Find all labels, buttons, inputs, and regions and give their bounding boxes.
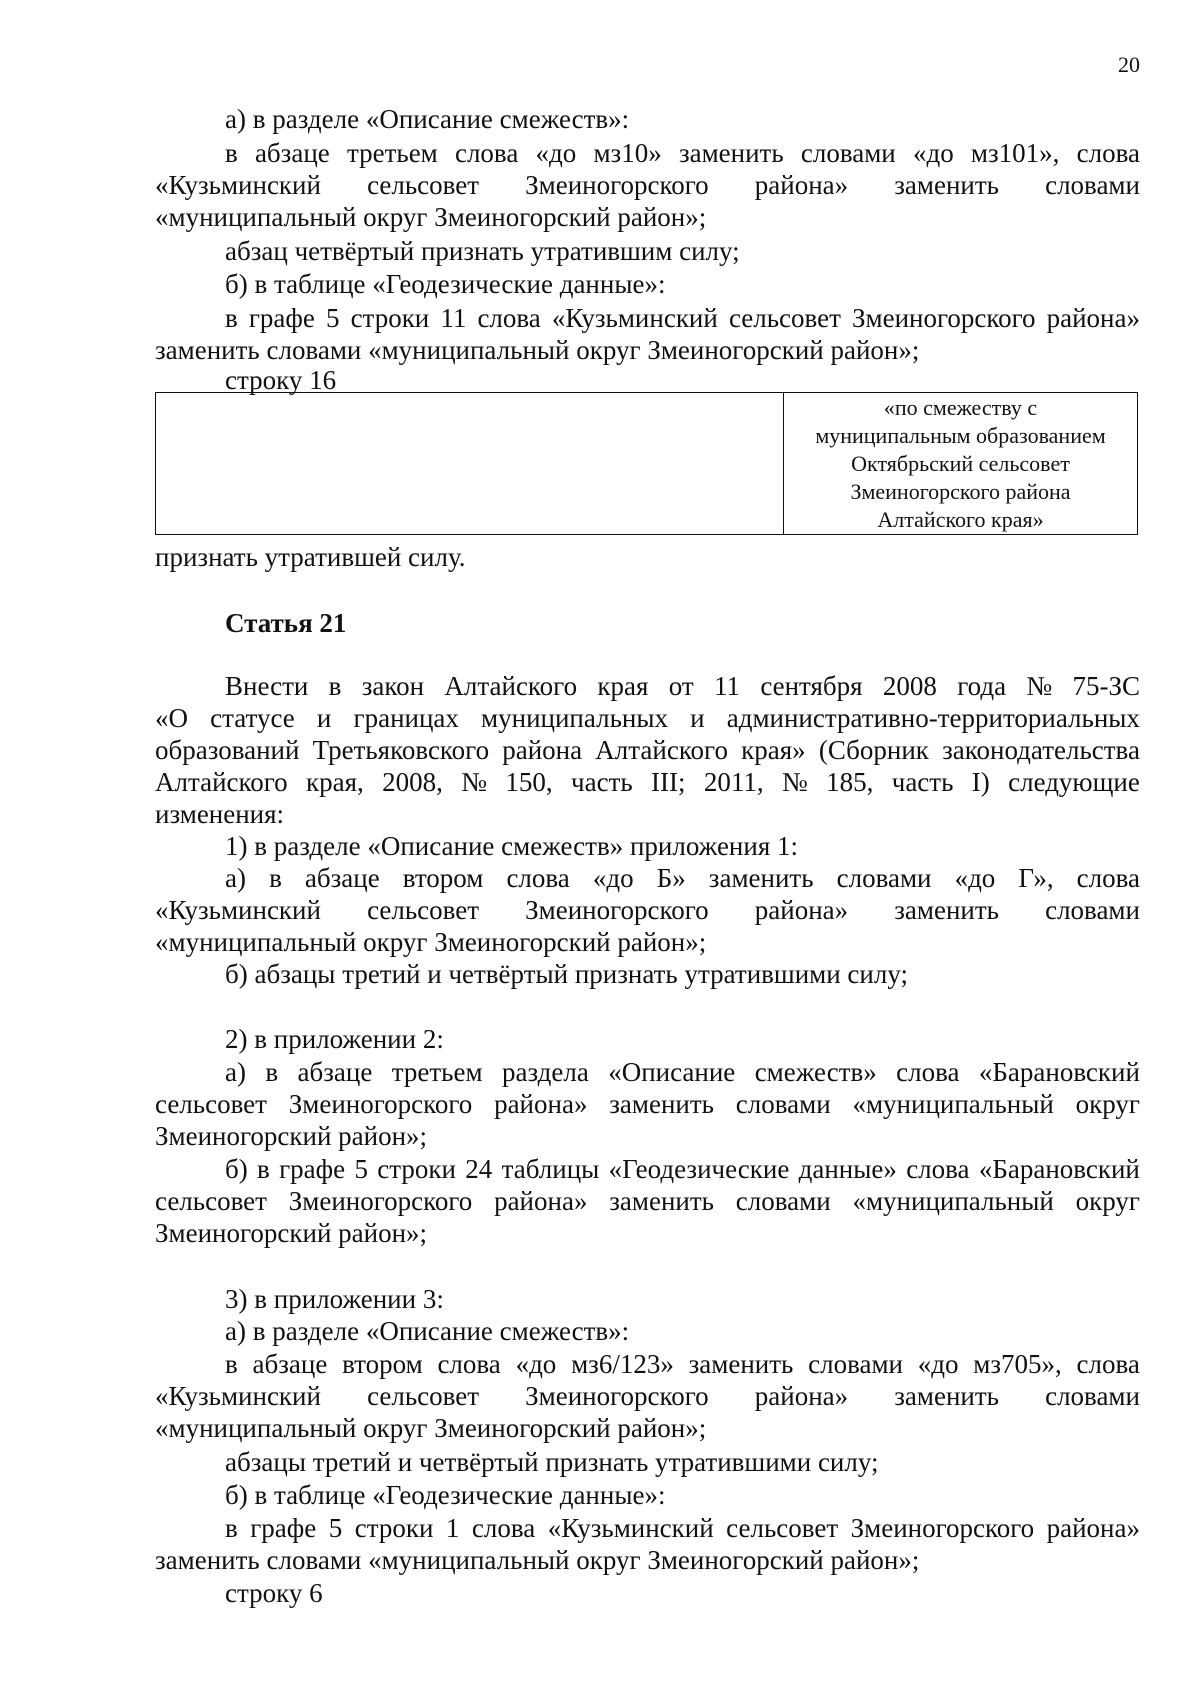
word: Змеиногорского: [525, 1381, 709, 1411]
word: словами: [1045, 170, 1140, 200]
item-3-a-line: [155, 1380, 1140, 1412]
word: «Геодезические: [608, 1154, 790, 1184]
word: «Барановский: [978, 1154, 1140, 1184]
word: Змеиногорского: [288, 1089, 473, 1119]
word: сельсовет: [728, 303, 841, 333]
word: мз6/123»: [571, 1349, 674, 1379]
word: района»: [1046, 1513, 1140, 1543]
word: «до: [515, 1349, 557, 1379]
word: округ: [1075, 1089, 1140, 1119]
word: мз101»,: [970, 138, 1060, 168]
word: района»: [494, 1089, 588, 1119]
word: Б»: [656, 863, 686, 893]
item-2-b-line: [225, 1153, 1140, 1185]
word: сентября: [760, 671, 863, 701]
table-text-cell: [784, 393, 1137, 534]
word: границах: [353, 703, 459, 733]
item-2-b-line: [155, 1185, 1140, 1217]
word: втором: [402, 863, 484, 893]
item-2-heading: 2) в приложении 2:: [225, 1024, 444, 1054]
word: №: [782, 767, 808, 797]
word: третьем: [346, 138, 438, 168]
word: от: [668, 671, 694, 701]
table-cell-line: Змеиногорского района: [850, 478, 1071, 504]
word: и: [690, 703, 705, 733]
item-1-a-line: «муниципальный округ Змеиногорский район»;: [155, 927, 707, 957]
word: словами: [800, 138, 896, 168]
row-label: строку 6: [225, 1578, 323, 1608]
word: «О: [155, 703, 188, 733]
word: словами: [1045, 895, 1140, 925]
word: заменить: [894, 895, 999, 925]
section-b-heading: б) в таблице «Геодезические данные»:: [225, 269, 666, 299]
word: «Барановский: [978, 1057, 1140, 1087]
word: 150,: [505, 767, 553, 797]
word: Внести: [225, 671, 309, 701]
word: №: [461, 767, 488, 797]
table-row-16: [155, 392, 1138, 535]
section-a-heading: а) в разделе «Описание смежеств»:: [225, 104, 630, 134]
word: словами: [836, 863, 932, 893]
word: слова: [906, 1154, 970, 1184]
word: слова: [1076, 138, 1140, 168]
table-cell-line: Октябрьский сельсовет: [851, 450, 1070, 476]
word: абзаце: [297, 1057, 373, 1087]
word: заменить: [894, 170, 999, 200]
item-3-b-line: заменить словами «муниципальный округ Змеиногорский район»;: [155, 1545, 920, 1575]
word: в: [225, 1349, 238, 1379]
item-2-a-line: [225, 1056, 1140, 1088]
word: и: [316, 703, 332, 733]
word: в: [269, 863, 282, 893]
word: таблицы: [501, 1154, 600, 1184]
word: слова: [896, 1057, 960, 1087]
word: I): [971, 767, 990, 797]
article-title: Статья 21: [225, 608, 347, 638]
word: муниципальных: [481, 703, 668, 733]
word: в: [225, 303, 238, 333]
word: слова: [477, 303, 541, 333]
section-a-paragraph-line: [155, 169, 1140, 201]
word: района»: [754, 1381, 849, 1411]
word: «Кузьминский: [547, 1513, 714, 1543]
word: Змеиногорского: [850, 1513, 1035, 1543]
word: сельсовет: [155, 1186, 267, 1216]
word: в: [225, 1513, 238, 1543]
word: Алтайского: [444, 671, 578, 701]
item-1-a-line: [155, 894, 1140, 926]
word: III;: [651, 767, 686, 797]
table-empty-cell: [156, 393, 784, 534]
section-a-paragraph-line: «муниципальный округ Змеиногорский район»;: [155, 202, 707, 232]
word: в: [265, 1057, 279, 1087]
item-1-heading: 1) в разделе «Описание смежеств» приложения 1:: [225, 831, 798, 861]
table-cell-line: Алтайского края»: [877, 506, 1044, 532]
word: строки: [350, 303, 430, 333]
item-3-a-heading: а) в разделе «Описание смежеств»:: [225, 1316, 630, 1346]
word: строки: [377, 1154, 456, 1184]
word: заменить: [678, 138, 784, 168]
item-1-b: б) абзацы третий и четвёртый признать утратившими силу;: [225, 959, 908, 989]
word: словами: [735, 1089, 831, 1119]
item-3-a-line: [225, 1348, 1140, 1380]
section-a-paragraph: абзац четвёртый признать утратившим силу;: [225, 236, 740, 266]
word: (Сборник: [818, 735, 929, 765]
word: 5: [328, 1513, 343, 1543]
word: сельсовет: [367, 170, 480, 200]
item-3-b-heading: б) в таблице «Геодезические данные»:: [225, 1480, 666, 1510]
word: словами: [1045, 1381, 1140, 1411]
word: 5: [354, 1154, 368, 1184]
word: №: [1026, 671, 1053, 701]
word: «Кузьминский: [551, 303, 718, 333]
word: «Кузьминский: [155, 170, 321, 200]
word: района»: [754, 895, 849, 925]
word: Третьяковского: [312, 735, 490, 765]
word: слова: [1076, 863, 1140, 893]
word: Змеиногорского: [288, 1186, 473, 1216]
word: строки: [354, 1513, 434, 1543]
word: Змеиногорского: [525, 895, 709, 925]
word: заменить: [688, 1349, 794, 1379]
item-2-b-line: Змеиногорский район»;: [155, 1218, 428, 1248]
word: абзаце: [254, 138, 330, 168]
word: б): [225, 1154, 248, 1184]
word: образований: [155, 735, 300, 765]
word: мз705»,: [973, 1349, 1062, 1379]
word: слова: [506, 863, 570, 893]
word: мз10»: [593, 138, 662, 168]
word: сельсовет: [155, 1089, 267, 1119]
article-intro-line: [225, 670, 1140, 702]
article-intro-line: [155, 766, 1140, 798]
word: района»: [1046, 303, 1140, 333]
item-1-a-line: [225, 862, 1140, 894]
word: «Кузьминский: [155, 895, 321, 925]
word: «до: [912, 138, 954, 168]
item-2-a-line: Змеиногорский район»;: [155, 1121, 428, 1151]
word: 1: [445, 1513, 460, 1543]
word: Змеиногорского: [525, 170, 709, 200]
word: 11: [714, 671, 740, 701]
word: «муниципальный: [852, 1186, 1054, 1216]
word: Г»,: [1018, 863, 1054, 893]
word: 2008,: [382, 767, 443, 797]
word: 185,: [826, 767, 874, 797]
word: графе: [250, 1513, 317, 1543]
word: слова: [471, 1513, 536, 1543]
table-cell-line: муниципальным образованием: [815, 422, 1106, 448]
word: заменить: [894, 1381, 999, 1411]
word: в: [225, 138, 238, 168]
word: района»: [754, 170, 849, 200]
word: слова: [454, 138, 519, 168]
section-b-paragraph-line: заменить словами «муниципальный округ Змеиногорский район»;: [155, 335, 920, 365]
word: закон: [361, 671, 425, 701]
word: заменить: [609, 1089, 714, 1119]
word: края»: [741, 735, 806, 765]
word: Змеиногорского: [851, 303, 1036, 333]
page-number: 20: [1118, 52, 1140, 77]
word: «муниципальный: [852, 1089, 1054, 1119]
item-3-b-line: [225, 1512, 1140, 1544]
word: раздела: [501, 1057, 589, 1087]
word: часть: [891, 767, 954, 797]
word: словами: [735, 1186, 831, 1216]
word: сельсовет: [726, 1513, 839, 1543]
word: в: [328, 671, 342, 701]
word: следующие: [1008, 767, 1140, 797]
table-cell-line: «по смежеству с: [883, 394, 1038, 420]
word: а): [225, 863, 246, 893]
word: района»: [494, 1186, 588, 1216]
word: «до: [535, 138, 577, 168]
word: часть: [571, 767, 633, 797]
article-intro-line: [155, 734, 1140, 766]
word: абзаце: [304, 863, 380, 893]
word: графе: [279, 1154, 346, 1184]
article-intro-line: изменения:: [155, 799, 285, 829]
word: сельсовет: [367, 895, 480, 925]
row-label: строку 16: [225, 365, 337, 395]
word: данные»: [798, 1154, 897, 1184]
item-3-a-line: «муниципальный округ Змеиногорский район»;: [155, 1413, 707, 1443]
word: Алтайского: [595, 735, 728, 765]
word: в: [257, 1154, 270, 1184]
word: района: [502, 735, 583, 765]
item-3-a-paragraph: абзацы третий и четвёртый признать утратившими силу;: [225, 1447, 879, 1477]
word: года: [957, 671, 1007, 701]
article-intro-line: [155, 702, 1140, 734]
word: 2011,: [703, 767, 764, 797]
word: статусе: [210, 703, 295, 733]
word: третьем: [391, 1057, 483, 1087]
word: а): [225, 1057, 246, 1087]
word: «до: [592, 863, 634, 893]
word: абзаце: [252, 1349, 328, 1379]
word: заменить: [609, 1186, 714, 1216]
word: «Описание: [608, 1057, 736, 1087]
word: «Кузьминский: [155, 1381, 321, 1411]
section-b-paragraph-line: [225, 302, 1140, 334]
word: словами: [808, 1349, 903, 1379]
word: края,: [306, 767, 364, 797]
word: законодательства: [942, 735, 1140, 765]
word: слова: [437, 1349, 501, 1379]
word: Алтайского: [155, 767, 288, 797]
item-2-a-line: [155, 1088, 1140, 1120]
word: края: [597, 671, 649, 701]
word: округ: [1075, 1186, 1140, 1216]
word: 75-ЗС: [1072, 671, 1140, 701]
item-3-heading: 3) в приложении 3:: [225, 1284, 444, 1314]
word: административно-территориальных: [726, 703, 1140, 733]
word: 5: [325, 303, 340, 333]
word: слова: [1076, 1349, 1140, 1379]
word: 11: [440, 303, 467, 333]
word: «до: [954, 863, 996, 893]
word: втором: [342, 1349, 423, 1379]
word: заменить: [708, 863, 814, 893]
table-outcome: признать утратившей силу.: [155, 542, 466, 572]
word: графе: [248, 303, 315, 333]
word: сельсовет: [367, 1381, 480, 1411]
word: «до: [917, 1349, 959, 1379]
section-a-paragraph-line: [225, 137, 1140, 169]
word: 2008: [882, 671, 937, 701]
word: 24: [465, 1154, 493, 1184]
word: смежеств»: [754, 1057, 877, 1087]
